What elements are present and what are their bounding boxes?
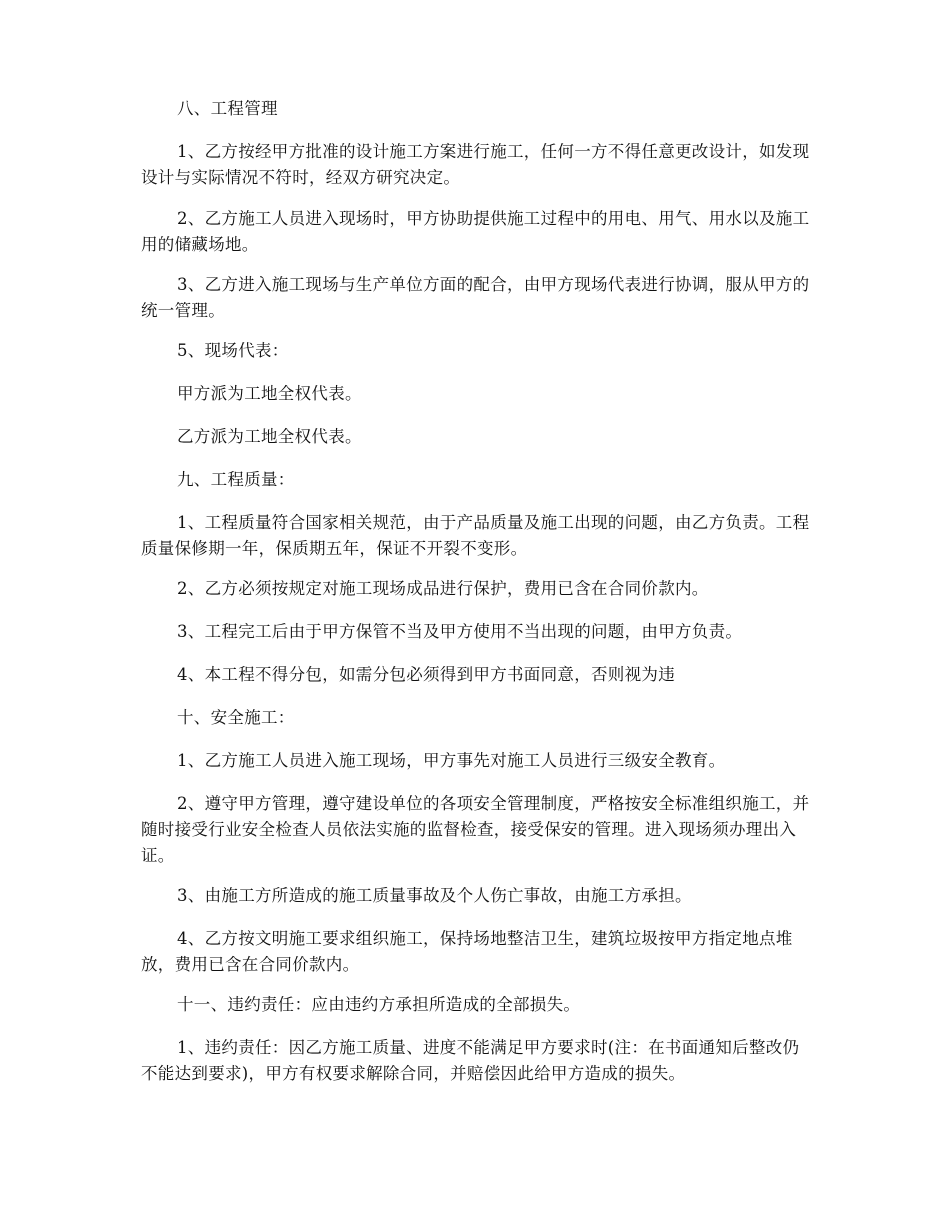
paragraph: 2、乙方必须按规定对施工现场成品进行保护，费用已含在合同价款内。	[177, 579, 709, 598]
paragraph: 3、乙方进入施工现场与生产单位方面的配合，由甲方现场代表进行协调，服从甲方的统一管理。	[141, 275, 810, 320]
paragraph: 1、乙方施工人员进入施工现场，甲方事先对施工人员进行三级安全教育。	[177, 751, 726, 770]
paragraph: 2、乙方施工人员进入现场时，甲方协助提供施工过程中的用电、用气、用水以及施工用的储藏场地。	[141, 209, 810, 254]
paragraph: 4、本工程不得分包，如需分包必须得到甲方书面同意，否则视为违	[177, 665, 675, 684]
section-heading-engineering-quality: 九、工程质量：	[177, 470, 295, 489]
paragraph: 甲方派为工地全权代表。	[177, 384, 362, 403]
paragraph: 乙方派为工地全权代表。	[177, 427, 362, 446]
paragraph: 1、乙方按经甲方批准的设计施工方案进行施工，任何一方不得任意更改设计，如发现设计与实际情况不符时，经双方研究决定。	[141, 142, 810, 187]
section-heading-safety: 十、安全施工：	[177, 708, 295, 727]
paragraph: 3、工程完工后由于甲方保管不当及甲方使用不当出现的问题，由甲方负责。	[177, 622, 743, 641]
paragraph: 2、遵守甲方管理，遵守建设单位的各项安全管理制度，严格按安全标准组织施工，并随时接受行业安全检查人员依法实施的监督检查，接受保安的管理。进入现场须办理出入证。	[141, 794, 810, 865]
section-heading-liability: 十一、违约责任：应由违约方承担所造成的全部损失。	[177, 995, 581, 1014]
paragraph: 4、乙方按文明施工要求组织施工，保持场地整洁卫生，建筑垃圾按甲方指定地点堆放，费用已含在合同价款内。	[141, 929, 793, 974]
paragraph: 1、工程质量符合国家相关规范，由于产品质量及施工出现的问题，由乙方负责。工程质量保修期一年，保质期五年，保证不开裂不变形。	[141, 513, 810, 558]
section-heading-engineering-management: 八、工程管理	[177, 99, 278, 118]
paragraph: 5、现场代表：	[177, 341, 289, 360]
paragraph: 1、违约责任：因乙方施工质量、进度不能满足甲方要求时(注：在书面通知后整改仍不能达到要求)，甲方有权要求解除合同，并赔偿因此给甲方造成的损失。	[141, 1038, 800, 1083]
paragraph: 3、由施工方所造成的施工质量事故及个人伤亡事故，由施工方承担。	[177, 886, 692, 905]
